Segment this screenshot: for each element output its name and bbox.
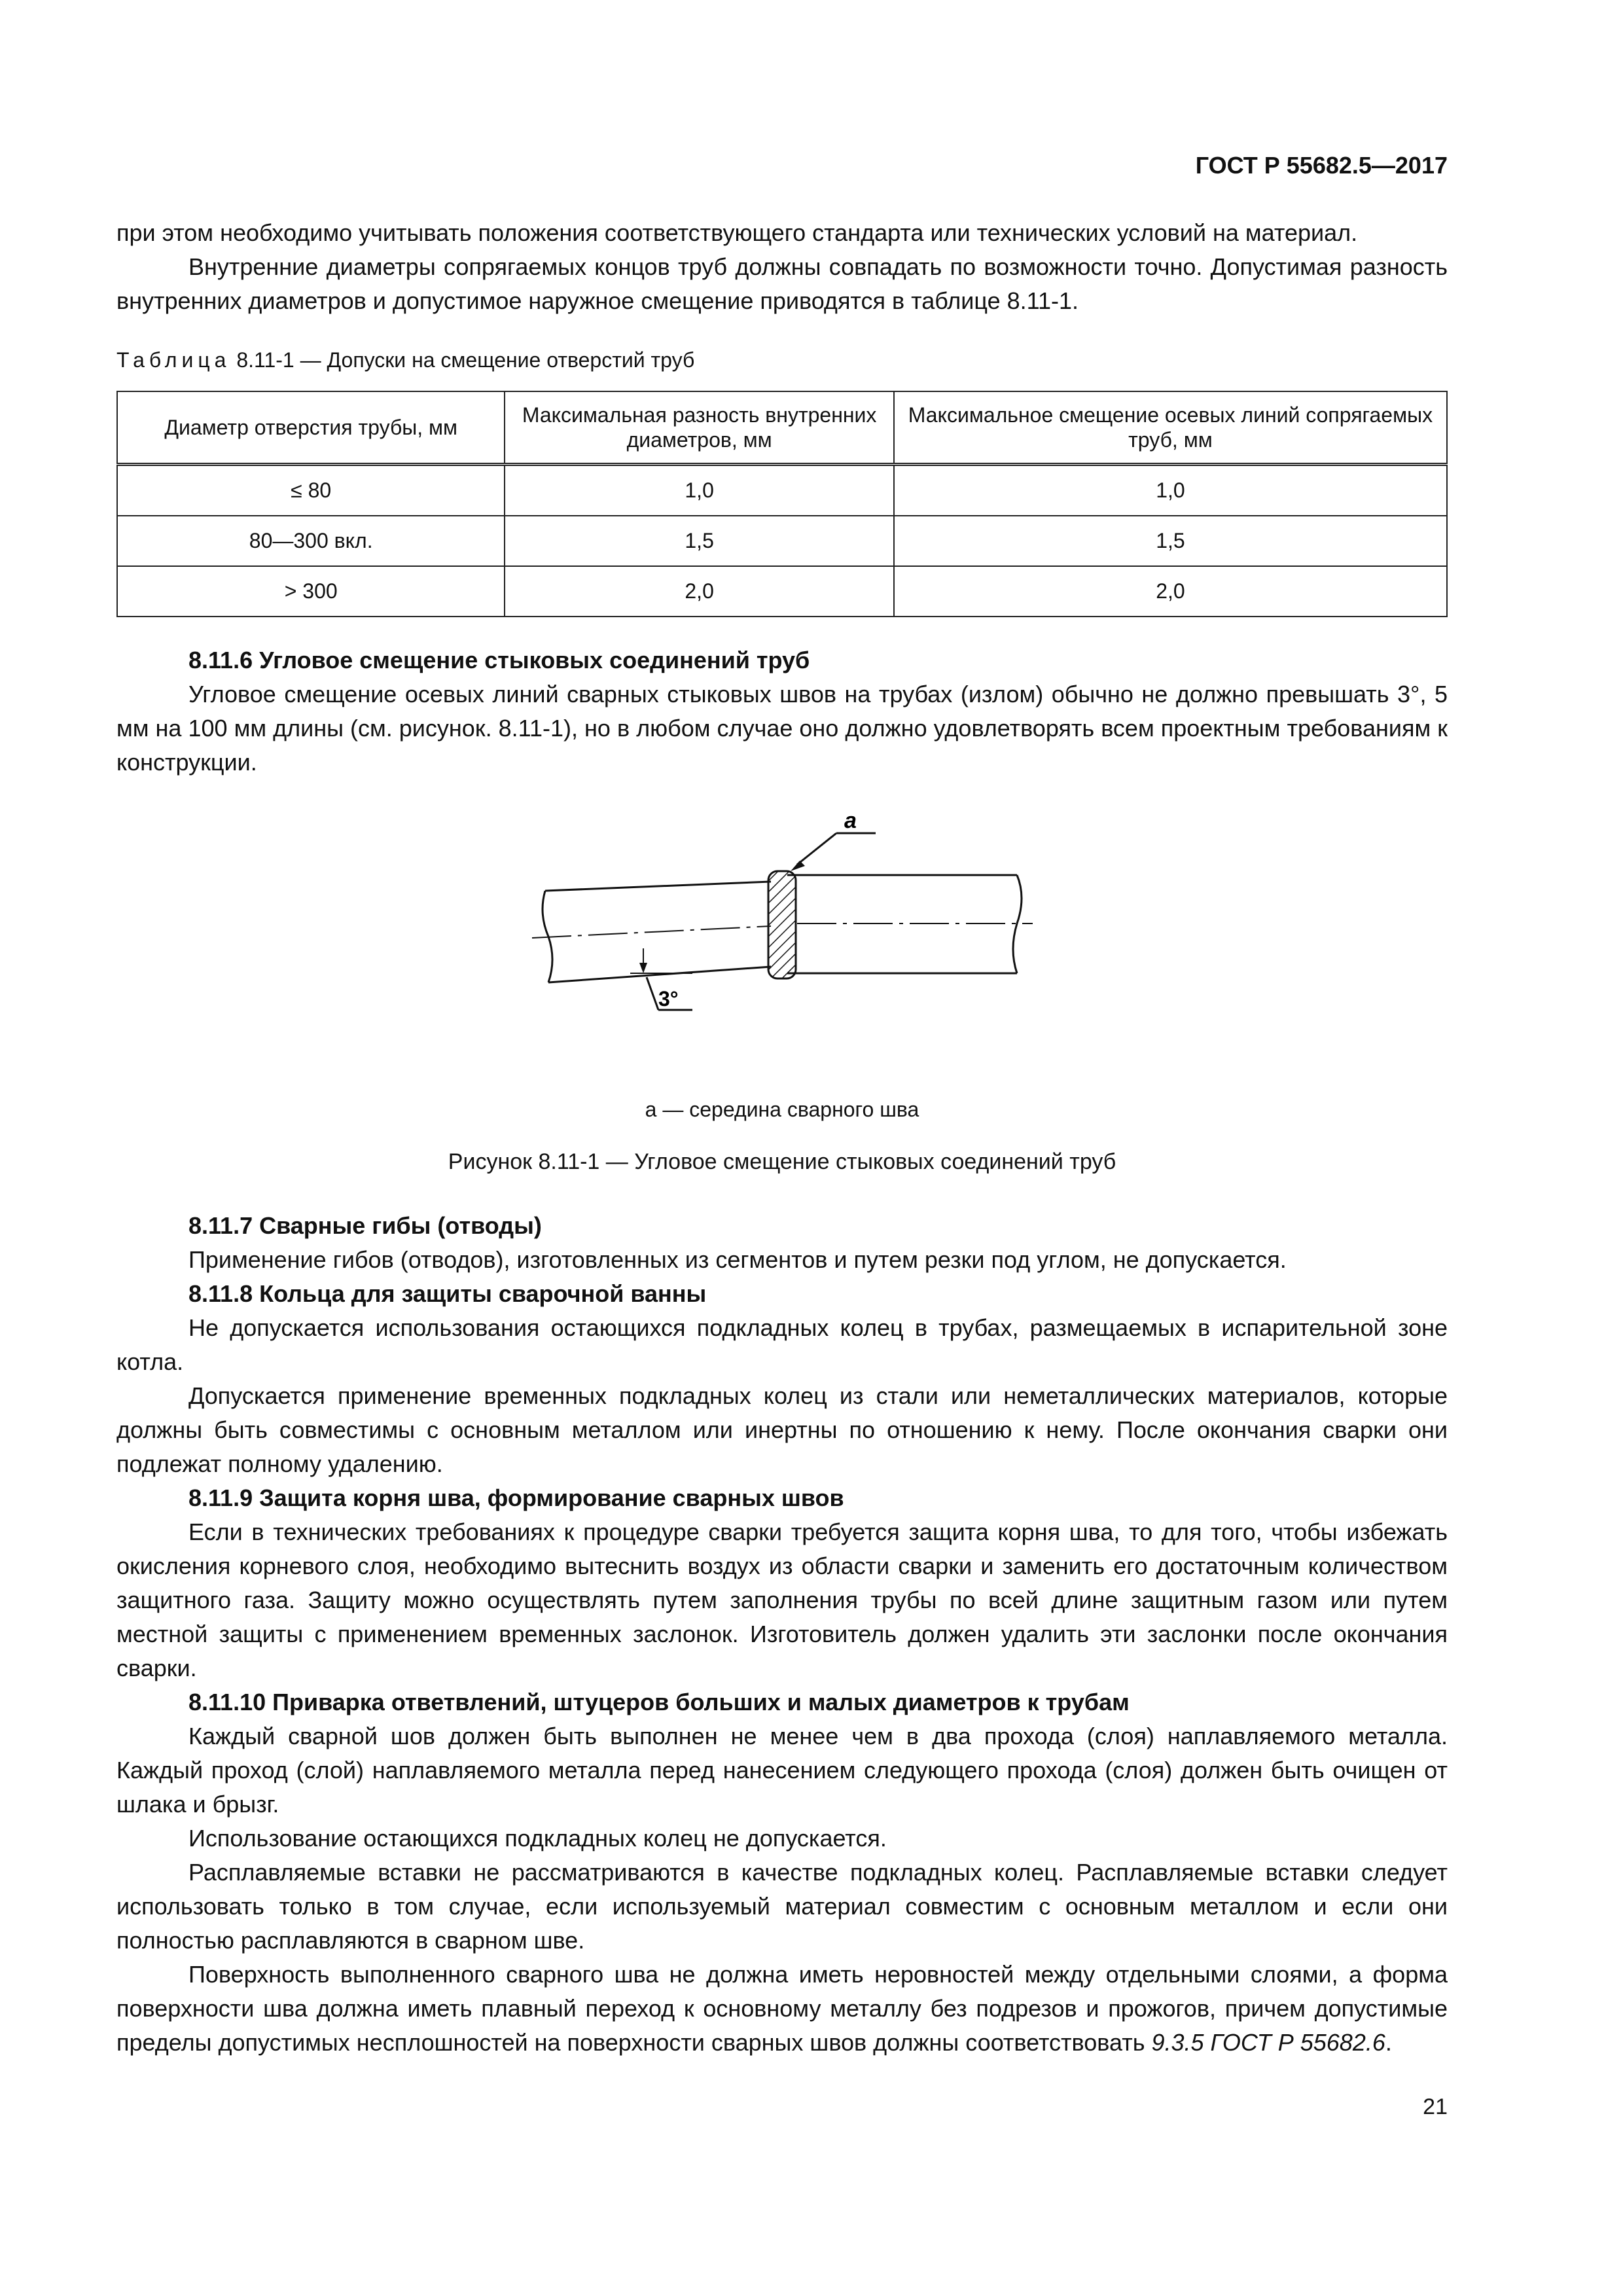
section-paragraph: Не допускается использования остающихся подкладных колец в трубах, размещаемых в испарительной зоне котла.	[116, 1314, 1448, 1375]
section-paragraph: Допускается применение временных подкладных колец из стали или неметаллических материалов, которые должны быть совместимы с основным металлом или инертны по отношению к нему. После окончания сварки они подлежат полному удалению.	[116, 1382, 1448, 1477]
standard-reference: 9.3.5 ГОСТ Р 55682.6	[1151, 2029, 1385, 2056]
section-paragraph: Каждый сварной шов должен быть выполнен не менее чем в два прохода (слоя) наплавляемого металла. Каждый проход (слой) наплавляемого металла перед нанесением следующего прохода (слоя) должен быть очищен от шлака и брызг.	[116, 1723, 1448, 1818]
table-cell: 2,0	[505, 566, 893, 617]
arrow-icon	[791, 861, 805, 871]
section-paragraph: Расплавляемые вставки не рассматриваются в качестве подкладных колец. Расплавляемые вставки следует использовать только в том случае, если используемый материал совместим с основным металлом и если они полностью расплавляются в сварном шве.	[116, 1859, 1448, 1954]
table-header-cell: Максимальная разность внутренних диаметров, мм	[505, 391, 893, 465]
angle-leader	[647, 977, 658, 1010]
table-header-row	[117, 391, 1447, 465]
section-heading: 8.11.9 Защита корня шва, формирование сварных швов	[188, 1484, 844, 1511]
section-heading: 8.11.10 Приварка ответвлений, штуцеров больших и малых диаметров к трубам	[188, 1689, 1130, 1715]
angle-label: 3°	[658, 987, 679, 1011]
weld-seam	[768, 871, 796, 978]
table-header-cell: Диаметр отверстия трубы, мм	[117, 391, 505, 465]
pipe-drawing	[116, 799, 1448, 1081]
section-paragraph: Если в технических требованиях к процедуре сварки требуется защита корня шва, то для того, чтобы избежать окисления корневого слоя, необходимо вытеснить воздух из области сварки и заменить его достаточным количеством защитного газа. Защиту можно осуществлять путем заполнения трубы по всей длине защитным газом или путем местной защиты с применением временных заслонок. Изготовитель должен удалить эти заслонки после окончания сварки.	[116, 1518, 1448, 1681]
section-paragraph: Поверхность выполненного сварного шва не должна иметь неровностей между отдельными слоями, а форма поверхности шва должна иметь плавный переход к основному металлу без подрезов и прожогов, причем допустимые пределы допустимых несплошностей на поверхности сварных швов должны соответствовать 9.3.5 ГОСТ Р 55682.6.	[116, 1961, 1448, 2056]
table-row	[117, 566, 1447, 617]
table-caption: Таблица 8.11-1 — Допуски на смещение отверстий труб	[116, 348, 695, 372]
pipe-misalignment-figure	[116, 799, 1448, 1081]
table-cell: 2,0	[894, 566, 1447, 617]
intro-paragraph: при этом необходимо учитывать положения соответствующего стандарта или технических условий на материал.	[116, 219, 1358, 246]
section-paragraph: Угловое смещение осевых линий сварных стыковых швов на трубах (излом) обычно не должно превышать 3°, 5 мм на 100 мм длины (см. рисунок. 8.11-1), но в любом случае оно должно удовлетворять всем проектным требованиям к конструкции.	[116, 681, 1448, 776]
arrow-icon	[639, 963, 647, 973]
intro-paragraph: Внутренние диаметры сопрягаемых концов труб должны совпадать по возможности точно. Допустимая разность внутренних диаметров и допустимое наружное смещение приводятся в таблице 8.11-1.	[116, 253, 1448, 314]
figure-legend: a — середина сварного шва	[645, 1098, 919, 1121]
label-a: a	[844, 808, 857, 833]
table-cell: 80—300 вкл.	[117, 516, 505, 566]
page-number: 21	[1423, 2094, 1448, 2119]
left-axis-line	[532, 926, 771, 938]
table-header-cell: Максимальное смещение осевых линий сопрягаемых труб, мм	[894, 391, 1447, 465]
figure-caption: Рисунок 8.11-1 — Угловое смещение стыковых соединений труб	[448, 1149, 1116, 1174]
section-paragraph: Применение гибов (отводов), изготовленных из сегментов и путем резки под углом, не допускается.	[188, 1246, 1287, 1273]
table-row	[117, 516, 1447, 566]
section-heading: 8.11.8 Кольца для защиты сварочной ванны	[188, 1280, 707, 1307]
table-cell: ≤ 80	[117, 465, 505, 516]
table-cell: 1,0	[894, 465, 1447, 516]
table-cell: 1,5	[505, 516, 893, 566]
table-cell: 1,5	[894, 516, 1447, 566]
page-body	[116, 216, 1448, 2060]
table-cell: > 300	[117, 566, 505, 617]
section-heading: 8.11.7 Сварные гибы (отводы)	[188, 1212, 542, 1239]
table-cell: 1,0	[505, 465, 893, 516]
section-paragraph: Использование остающихся подкладных колец не допускается.	[188, 1825, 887, 1852]
document-header: ГОСТ Р 55682.5—2017	[1195, 152, 1448, 179]
tolerance-table	[116, 391, 1448, 617]
section-heading: 8.11.6 Угловое смещение стыковых соединений труб	[188, 647, 810, 673]
table-row	[117, 465, 1447, 516]
leader-line-a	[797, 833, 836, 865]
